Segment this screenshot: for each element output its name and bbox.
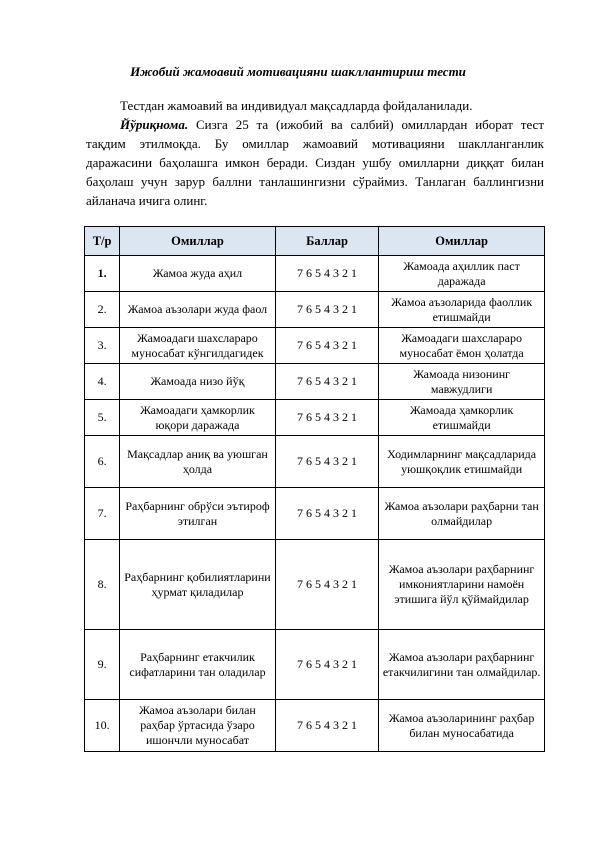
header-scores: Баллар xyxy=(275,227,378,256)
score-scale: 7 6 5 4 3 2 1 xyxy=(275,630,378,700)
negative-factor: Жамоа аъзоларининг раҳбар билан муносабатида xyxy=(379,700,545,752)
positive-factor: Раҳбарнинг етакчилик сифатларини тан оладилар xyxy=(120,630,276,700)
positive-factor: Мақсадлар аниқ ва уюшган ҳолда xyxy=(120,436,276,488)
header-number: Т/р xyxy=(85,227,120,256)
positive-factor: Жамоа аъзолари билан раҳбар ўртасида ўзаро ишончли муносабат xyxy=(120,700,276,752)
row-number: 8. xyxy=(85,540,120,630)
header-positive-factors: Омиллар xyxy=(120,227,276,256)
negative-factor: Жамоа аъзолари раҳбарнинг имкониятларини намоён этишига йўл қўймайдилар xyxy=(379,540,545,630)
negative-factor: Жамоа аъзолари раҳбарнинг етакчилигини тан олмайдилар. xyxy=(379,630,545,700)
header-negative-factors: Омиллар xyxy=(379,227,545,256)
negative-factor: Жамоа аъзолари раҳбарни тан олмайдилар xyxy=(379,488,545,540)
document-title: Ижобий жамоавий мотивацияни шакллантириш тести xyxy=(130,64,466,79)
row-number: 2. xyxy=(85,292,120,328)
row-number: 7. xyxy=(85,488,120,540)
score-scale: 7 6 5 4 3 2 1 xyxy=(275,328,378,364)
intro-paragraph: Тестдан жамоавий ва индивидуал мақсадларда фойдаланилади. xyxy=(120,98,473,113)
row-number: 6. xyxy=(85,436,120,488)
negative-factor: Жамоадаги шахслараро муносабат ёмон ҳолатда xyxy=(379,328,545,364)
instruction-text: Сизга 25 та (ижобий ва салбий) омиллардан иборат тест тақдим этилмоқда. Бу омиллар жамоавий мотивацияни шаклланганлик даражасини баҳолашга имкон беради. Сиздан ушбу омилларни диққат билан баҳолаш учун зарур баллни танлашингизни сўраймиз. Танлаган баллингизни айланача ичига олинг. xyxy=(86,117,544,208)
table-row xyxy=(85,540,545,630)
table-row xyxy=(85,364,545,400)
negative-factor: Жамоада ҳамкорлик етишмайди xyxy=(379,400,545,436)
test-table xyxy=(84,226,545,752)
score-scale: 7 6 5 4 3 2 1 xyxy=(275,540,378,630)
table-row xyxy=(85,630,545,700)
row-number: 10. xyxy=(85,700,120,752)
score-scale: 7 6 5 4 3 2 1 xyxy=(275,700,378,752)
instruction-label: Йўриқнома. xyxy=(120,117,189,132)
table-row xyxy=(85,488,545,540)
score-scale: 7 6 5 4 3 2 1 xyxy=(275,400,378,436)
row-number: 5. xyxy=(85,400,120,436)
positive-factor: Жамоа аъзолари жуда фаол xyxy=(120,292,276,328)
row-number: 4. xyxy=(85,364,120,400)
positive-factor: Раҳбарнинг обрўси эътироф этилган xyxy=(120,488,276,540)
positive-factor: Раҳбарнинг қобилиятларини ҳурмат қиладилар xyxy=(120,540,276,630)
score-scale: 7 6 5 4 3 2 1 xyxy=(275,364,378,400)
table-row xyxy=(85,292,545,328)
negative-factor: Жамоада аҳиллик паст даражада xyxy=(379,256,545,292)
table-row xyxy=(85,256,545,292)
score-scale: 7 6 5 4 3 2 1 xyxy=(275,256,378,292)
score-scale: 7 6 5 4 3 2 1 xyxy=(275,292,378,328)
instruction-paragraph xyxy=(86,115,544,210)
negative-factor: Жамоа аъзоларида фаоллик етишмайди xyxy=(379,292,545,328)
table-row xyxy=(85,328,545,364)
row-number: 9. xyxy=(85,630,120,700)
row-number: 1. xyxy=(85,256,120,292)
score-scale: 7 6 5 4 3 2 1 xyxy=(275,436,378,488)
row-number: 3. xyxy=(85,328,120,364)
negative-factor: Ходимларнинг мақсадларида уюшқоқлик етишмайди xyxy=(379,436,545,488)
positive-factor: Жамоадаги ҳамкорлик юқори даражада xyxy=(120,400,276,436)
positive-factor: Жамоада низо йўқ xyxy=(120,364,276,400)
negative-factor: Жамоада низонинг мавжудлиги xyxy=(379,364,545,400)
table-header-row xyxy=(85,227,545,256)
table-row xyxy=(85,700,545,752)
table-row xyxy=(85,436,545,488)
score-scale: 7 6 5 4 3 2 1 xyxy=(275,488,378,540)
positive-factor: Жамоадаги шахслараро муносабат кўнгилдагидек xyxy=(120,328,276,364)
table-row xyxy=(85,400,545,436)
positive-factor: Жамоа жуда аҳил xyxy=(120,256,276,292)
